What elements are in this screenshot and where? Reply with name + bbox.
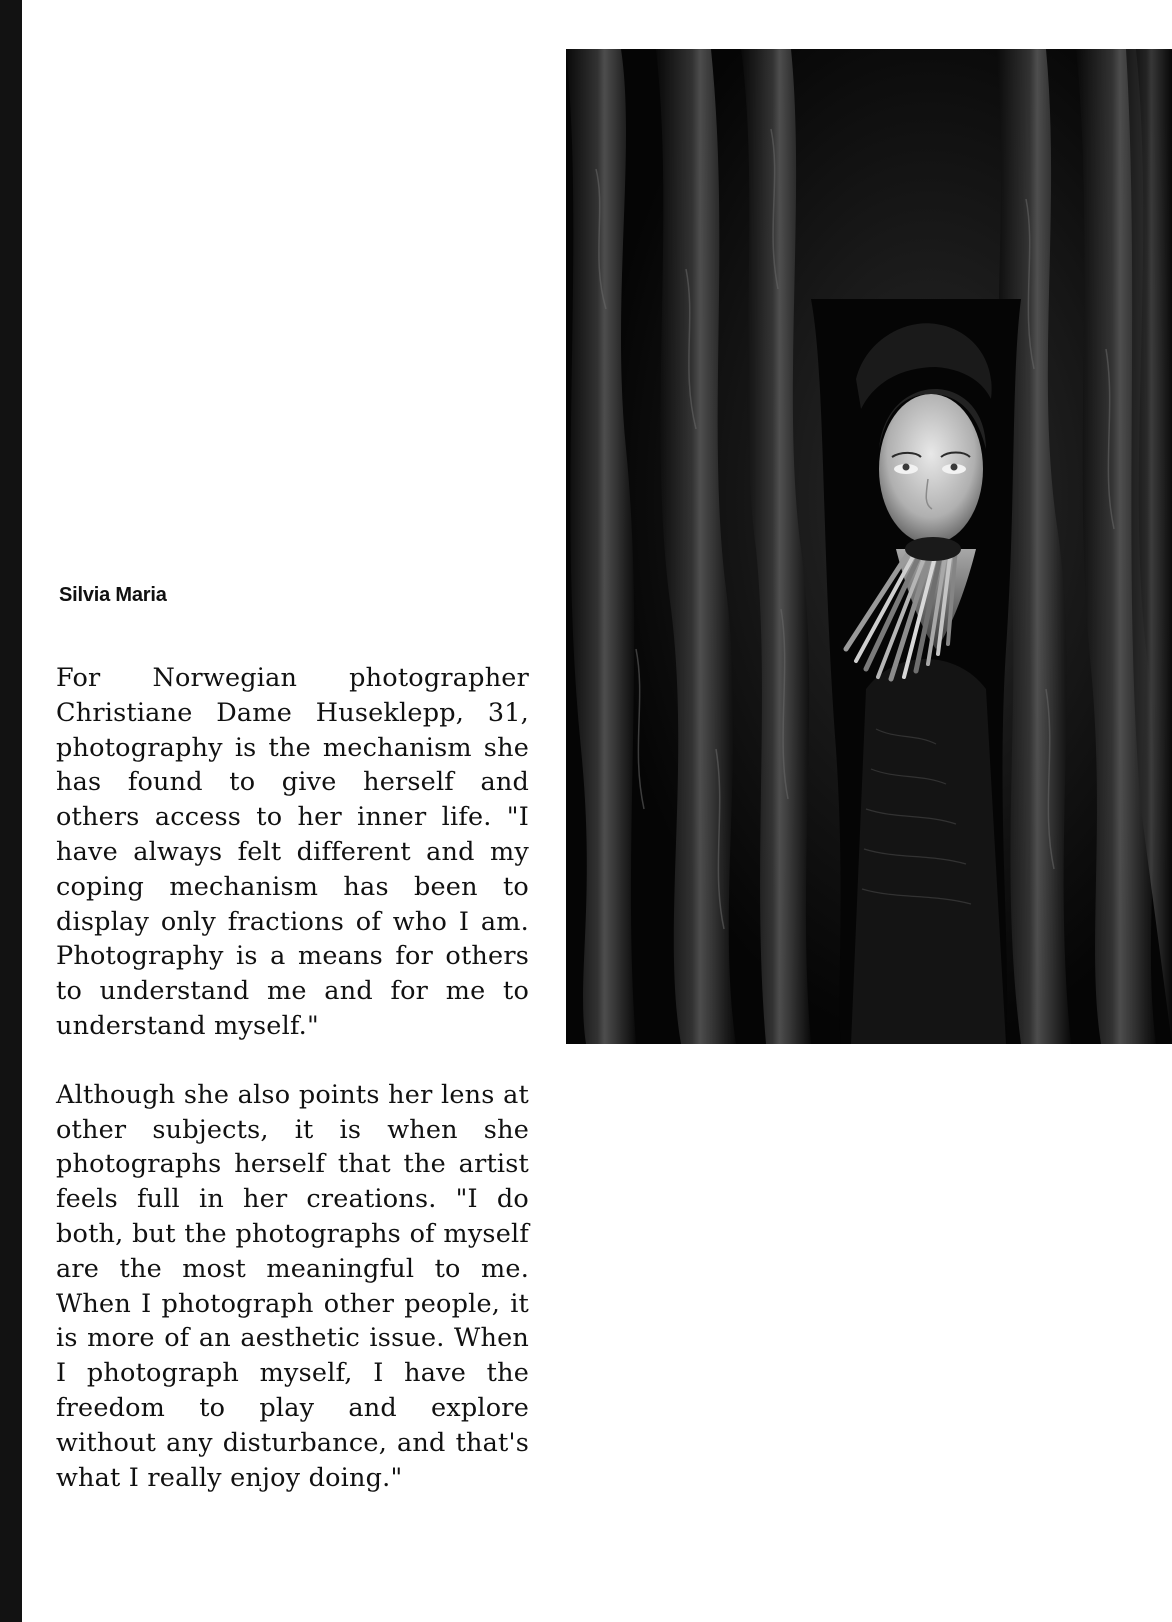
page-edge-bar (0, 0, 22, 1622)
portrait-photo (566, 49, 1172, 1044)
paragraph-1: For Norwegian photographer Christiane Dame Huseklepp, 31, photography is the mechanism she has found to give herself and others access to her inner life. "I have always felt different and my coping mechanism has been to display only fractions of who I am. Photography is a means for others to understand me and for me to understand myself." (56, 663, 529, 1041)
author-name: Silvia Maria (59, 584, 167, 606)
article-body (56, 661, 529, 1495)
paragraph-2: Although she also points her lens at other subjects, it is when she photographs herself that the artist feels full in her creations. "I do both, but the photographs of myself are the most meaningful to me. When I photograph other people, it is more of an aesthetic issue. When I photograph myself, I have the freedom to play and explore without any disturbance, and that's what I really enjoy doing." (56, 1079, 529, 1493)
